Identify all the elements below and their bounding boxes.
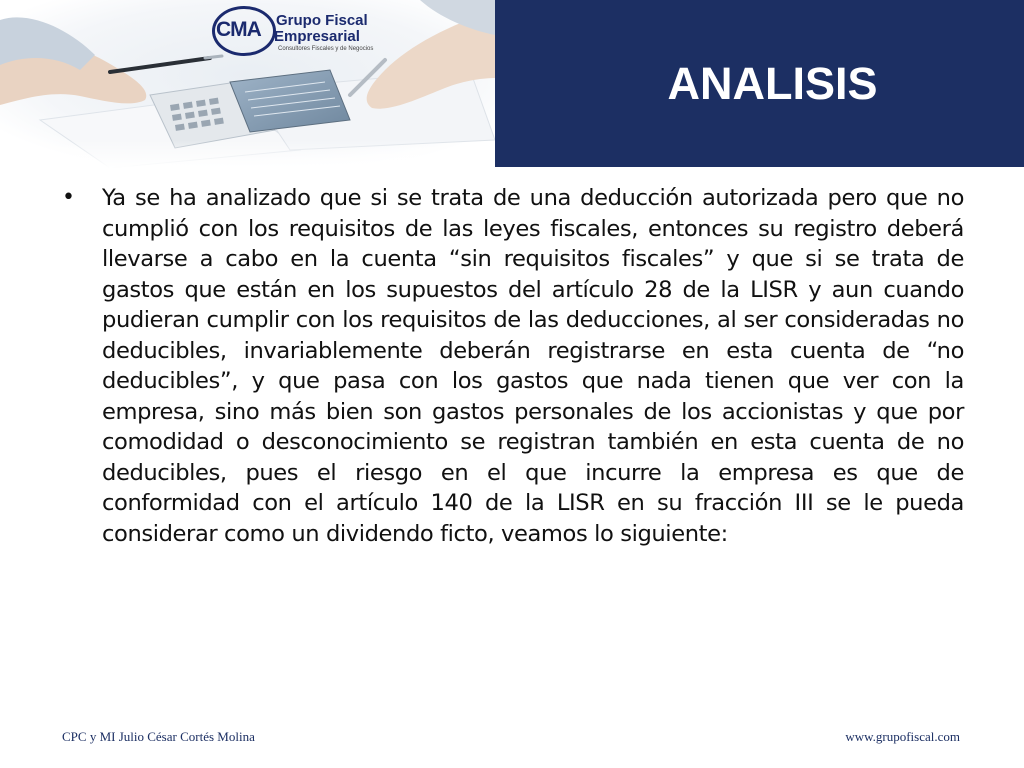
bullet-item [62, 183, 964, 549]
slide-title: ANALISIS [667, 58, 878, 109]
bullet-paragraph: Ya se ha analizado que si se trata de una deducción autorizada pero que no cumplió con los requisitos de las leyes fiscales, entonces su registro deberá llevarse a cabo en la cuenta “sin requisitos fiscales” y que si se trata de gastos que están en los supuestos del artículo 28 de la LISR y aun cuando pudieran cumplir con los requisitos de las deducciones, al ser consideradas no deducibles, invariablemente deberán registrarse en esta cuenta de “no deducibles”, y que pasa con los gastos que nada tienen que ver con la empresa, sino más bien son gastos personales de los accionistas y que por comodidad o desconocimiento se registran también en esta cuenta de no deducibles, pues el riesgo en el que incurre la empresa es que de conformidad con el artículo 140 de la LISR en su fracción III se le pueda considerar como un dividendo ficto, veamos lo siguiente: [102, 185, 964, 547]
logo-tagline: Consultores Fiscales y de Negocios [278, 46, 374, 52]
slide-body [62, 183, 964, 549]
logo-mark: CMA [216, 18, 261, 41]
header-photo-hands-calculator [0, 0, 495, 168]
logo-name-line2: Empresarial [274, 28, 360, 45]
footer-website-link[interactable]: www.grupofiscal.com [845, 729, 960, 744]
company-logo [212, 2, 372, 60]
title-band [495, 0, 1024, 167]
logo-name-line1: Grupo Fiscal [276, 12, 368, 29]
footer-author: CPC y MI Julio César Cortés Molina [62, 729, 255, 744]
bullet-marker: • [62, 185, 75, 210]
